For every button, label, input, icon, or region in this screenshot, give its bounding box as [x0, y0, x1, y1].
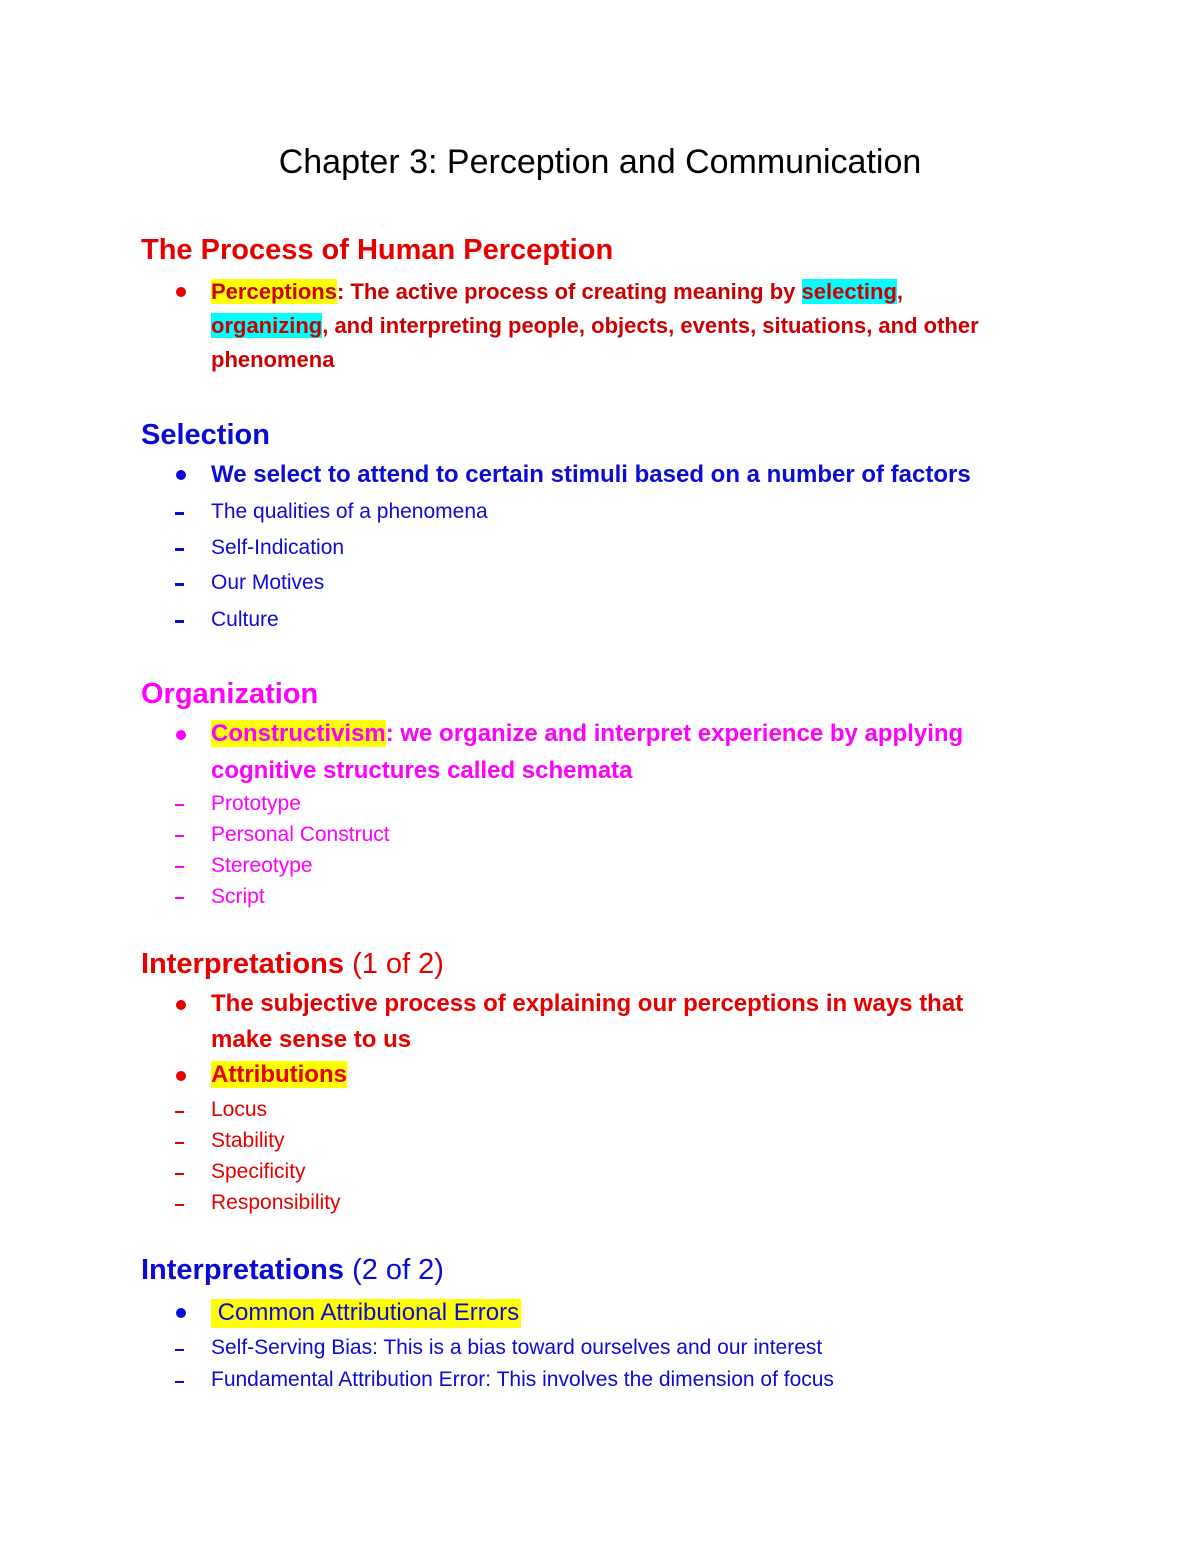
dash-icon [175, 620, 184, 623]
dash-icon [175, 1173, 184, 1175]
selection-bullet: We select to attend to certain stimuli based on a number of factors [211, 461, 971, 488]
selection-item: Culture [211, 608, 279, 631]
dash-icon [175, 1142, 184, 1144]
term-constructivism: Constructivism [211, 720, 386, 747]
heading-selection: Selection [141, 419, 270, 451]
perceptions-definition-line-2: organizing, and interpreting people, objects, events, situations, and other [211, 313, 979, 338]
selection-item: Our Motives [211, 571, 325, 594]
constructivism-definition-line-1: Constructivism: we organize and interpret experience by applying [211, 720, 964, 747]
attribution-item: Stability [211, 1129, 285, 1152]
heading-interpretations-1: Interpretations (1 of 2) [141, 948, 444, 980]
term-attributions: Attributions [211, 1061, 347, 1088]
attribution-item: Responsibility [211, 1191, 341, 1214]
dash-icon [175, 804, 184, 806]
dash-icon [175, 1381, 184, 1383]
organization-item: Stereotype [211, 854, 313, 877]
dash-icon [175, 548, 184, 551]
common-errors-bullet [211, 1296, 521, 1330]
attribution-error-item: Fundamental Attribution Error: This involves the dimension of focus [211, 1368, 834, 1391]
organization-item: Personal Construct [211, 823, 390, 846]
bullet-icon [176, 1000, 186, 1010]
bullet-icon [176, 730, 186, 740]
heading-organization: Organization [141, 678, 319, 710]
organization-item: Script [211, 885, 265, 908]
dash-icon [175, 583, 184, 586]
perceptions-definition-line-3: phenomena [211, 347, 335, 372]
attribution-item: Locus [211, 1098, 268, 1121]
interpretation-definition-line-1: The subjective process of explaining our perceptions in ways that [211, 990, 964, 1017]
term-selecting: selecting [801, 279, 897, 304]
dash-icon [175, 1349, 184, 1351]
dash-icon [175, 1204, 184, 1206]
interpretation-definition-line-2: make sense to us [211, 1026, 412, 1053]
dash-icon [175, 512, 184, 515]
bullet-icon [176, 470, 186, 480]
bullet-icon [176, 1071, 186, 1081]
perceptions-definition-line-1: Perceptions: The active process of creating meaning by selecting, [211, 279, 904, 304]
term-organizing: organizing [211, 313, 323, 338]
bullet-icon [176, 287, 186, 297]
organization-item: Prototype [211, 792, 301, 815]
bullet-icon [176, 1308, 186, 1318]
dash-icon [175, 897, 184, 899]
page-title: Chapter 3: Perception and Communication [278, 143, 922, 181]
heading-process-of-perception: The Process of Human Perception [141, 234, 614, 266]
dash-icon [175, 866, 184, 868]
attribution-item: Specificity [211, 1160, 306, 1183]
constructivism-definition-line-2: cognitive structures called schemata [211, 757, 633, 784]
heading-interpretations-2: Interpretations (2 of 2) [141, 1254, 444, 1286]
dash-icon [175, 835, 184, 837]
term-perceptions: Perceptions [211, 279, 337, 304]
attributions-bullet [211, 1060, 347, 1090]
term-common-attributional-errors: Common Attributional Errors [211, 1299, 520, 1326]
dash-icon [175, 1111, 184, 1113]
selection-item: The qualities of a phenomena [211, 500, 488, 523]
selection-item: Self-Indication [211, 536, 345, 559]
attribution-error-item: Self-Serving Bias: This is a bias toward ourselves and our interest [211, 1336, 823, 1359]
